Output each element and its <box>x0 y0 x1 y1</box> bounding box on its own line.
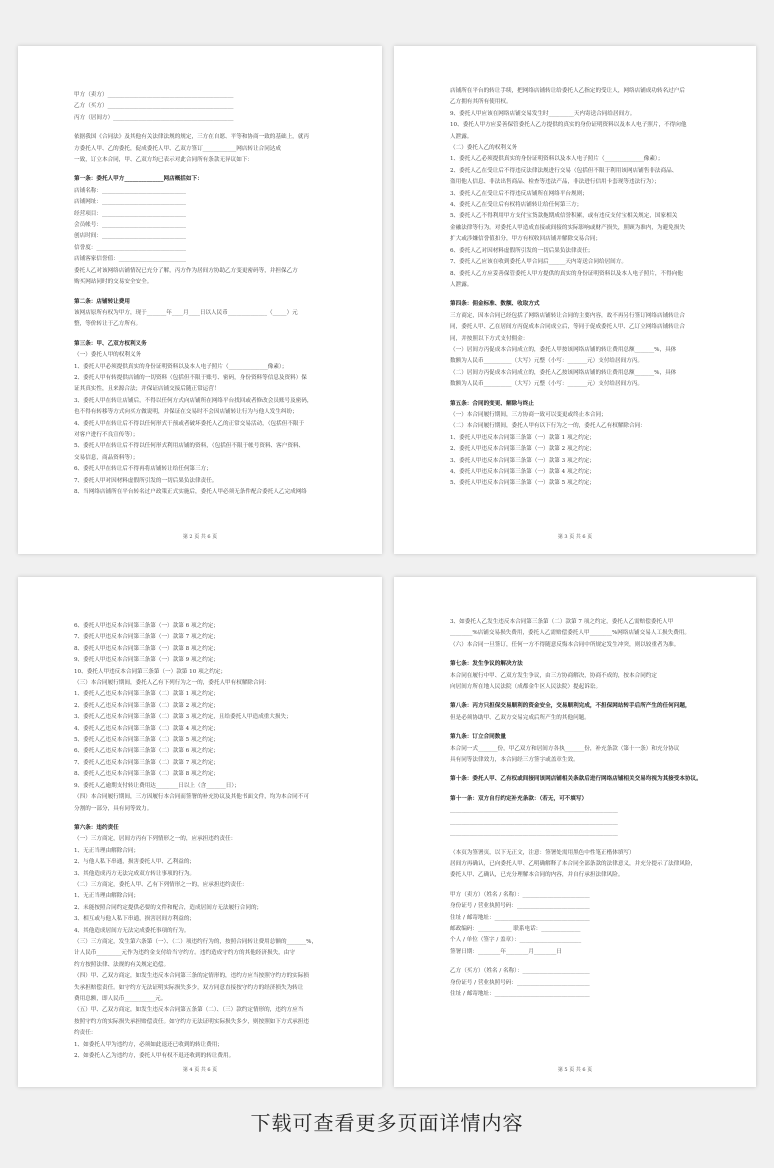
text-line: 10、委托人甲方应妥善保管委托人乙方提供的真实的身份证明资料以及本人电子照片，不得向他 <box>450 122 687 129</box>
text-line: 店铺客家信誉值：________________________ <box>74 256 186 263</box>
text-line: 委托人甲、乙确认，已充分理解本合同的内容，并自行承担法律风险。 <box>450 872 624 879</box>
page-number: 第 3 页 共 6 页 <box>557 534 593 540</box>
text-line: （一）委托人甲的权利义务 <box>74 352 142 359</box>
document-page-3 <box>394 46 756 554</box>
text-line: （二）本合同履行期间，委托人甲有以下行为之一的，委托人乙有权解除合同： <box>450 423 646 430</box>
text-line: 7、委托人甲违反本合同第三条第（一）款第 7 项之约定； <box>74 634 219 641</box>
text-line: ____________________________________________________________ <box>450 818 618 825</box>
page-number: 第 4 页 共 6 页 <box>182 1067 218 1073</box>
text-line: 数额为人民币__________（大写）元整（小写：_______元）支付给居间方丙。 <box>450 381 643 388</box>
text-line: 甲方（卖方）_____________________________________________ <box>74 92 234 98</box>
text-line: 按照守约方的实际损失承担赔偿责任。如守约方无法证明实际损失多少，则按照如下方式承担违 <box>74 1018 309 1025</box>
text-line: 店铺网址：______________________________ <box>74 199 186 206</box>
text-line: 失承担赔偿责任。如守约方无法证明实际损失多少，双方同意直接按守约方的经济损失为转让 <box>74 984 304 991</box>
text-line: 10、委托人甲违反本合同第三条第（一）款第 10 项之约定； <box>74 668 227 675</box>
text-line: 也不得有转移等方式向买方做说明，并保证在交易时不会因店铺转让行为与他人发生纠纷； <box>74 409 298 416</box>
text-line: 证其真实性，且来源合法；并保证店铺交接后随正常运营！ <box>74 386 220 393</box>
text-line: 3、委托人甲在转让店铺后，不得以任何方式向店铺所在网络平台找回或者修改会员账号及密码， <box>74 397 313 404</box>
text-line: 扩大或涉嫌信誉值扣分，甲方有权收回店铺并解除交易合同； <box>450 236 602 243</box>
text-line: （一）居间方丙促成本合同成立的，委托人甲按该网络店铺的转让费用总额_______%，具体 <box>450 346 677 353</box>
page-number: 第 5 页 共 6 页 <box>557 1067 593 1073</box>
text-line: （二）三方商定，委托人甲、乙有下列情形之一的，应承担违约责任： <box>74 881 248 888</box>
text-line: 2、委托人甲有转提供店铺的一切资料（包括但不限于账号、密码，身份资料等信息及资料）保 <box>74 374 307 381</box>
text-line: 向居间方所在地人民法院（成都金牛区人民法院）提起诉讼。 <box>450 684 602 691</box>
text-line: 9、委托人甲违反本合同第三条第（一）款第 9 项之约定； <box>74 657 219 664</box>
text-line: 计人民币_________元作为违约金支付给当守约方。违约造成守约方的其他经济损失，由守 <box>74 950 295 957</box>
text-line: 一致，订立本合同，甲、乙双方均已表示对此合同所有条款无异议如下： <box>74 157 254 164</box>
text-line: 分割的一部分，具有同等效力。 <box>74 805 153 812</box>
text-line: （六）本合同一旦签订，任何一方不得随意反悔本合同中所规定发生冲突，则以较重者为准。 <box>450 641 680 648</box>
page-number: 第 2 页 共 6 页 <box>182 534 218 540</box>
text-line: 1、委托人甲必须提供真实的身份证明资料以及本人电子照片（______________像素）； <box>74 363 288 370</box>
text-line: 5、委托人甲违反本合同第三条第（一）款第 5 项之约定； <box>450 480 595 487</box>
text-line: （一）三方商定，居间方丙有下列情形之一的，应承担违约责任： <box>74 836 237 843</box>
text-line: 4、其他造成居间方无法完成委托事项的行为。 <box>74 927 190 934</box>
text-line: （一）本合同履行期间，三方协商一致可以变更或终止本合同； <box>450 411 607 418</box>
text-line: 3、委托人乙违反本合同第三条第（二）款第 3 项之约定，且给委托人甲造成重大损失； <box>74 714 292 721</box>
text-line: 但是必须协助甲、乙双方交易完成后所产生的其他问题。 <box>450 714 590 721</box>
text-line: 4、委托人甲在转让后不得以任何形式干预或者破坏委托人乙的正常交易活动，（包括但不限于 <box>74 420 305 427</box>
text-line: 人泄露。 <box>450 281 473 288</box>
text-line: 7、委托人乙应该在收到委托人甲合同后______天内寄送合同给居间方。 <box>450 259 627 266</box>
section-heading: 第六条：违约责任 <box>74 824 119 831</box>
text-line: （本页为签署页，以下无正文，注意：签署处需用黑色中性笔正楷体填写） <box>450 849 635 856</box>
text-line: 4、委托人乙违反本合同第三条第（二）款第 4 项之约定； <box>74 725 219 732</box>
section-heading: 第二条：店铺转让费用 <box>74 298 130 305</box>
text-line: 整，等价转让于乙方所有。 <box>74 321 142 328</box>
text-line: 6、委托人甲违反本合同第三条第（一）款第 6 项之约定； <box>74 623 219 629</box>
text-line: （四）本合同履行期间，三方因履行本合同而签署的补充协议及其他书面文件，均为本合同不可 <box>74 794 309 801</box>
text-line: 方委托人甲、乙的委托，促成委托人甲、乙双方签订____________网店转让合同达成 <box>74 145 281 152</box>
text-line: 丙方（居间方）___________________________________________ <box>74 114 234 121</box>
text-line: 住址 / 邮寄地址：__________________________________ <box>450 914 590 921</box>
text-line: 9、委托人甲应该在网络店铺交易发生时_________天内寄送合同给居间方。 <box>450 110 636 117</box>
text-line: 5、委托人乙违反本合同第三条第（二）款第 5 项之约定； <box>74 737 219 744</box>
text-line: 乙方拥有其所有使用权。 <box>450 99 512 106</box>
text-line: 1、如委托人甲为违约方，必须如此退还已收到的转让费用； <box>74 1041 223 1048</box>
download-caption[interactable]: 下载可查看更多页面详情内容 <box>250 1111 524 1135</box>
text-line: 创店时间：______________________________ <box>74 233 186 240</box>
text-line: 三方商定，因本合同已经包括了网络店铺转让合同的主要内容，故不再另行签订网络店铺转让合 <box>450 312 685 319</box>
text-line: 5、委托人乙不得利用甲方支付宝货款拖期成信誉积累，或有违反支付宝相关规定，国家相关 <box>450 213 678 220</box>
page-body <box>450 617 716 1000</box>
text-line: 1、无正当理由解除合同； <box>74 893 140 900</box>
page-body <box>74 621 344 1062</box>
text-line: 信誉度：________________________________ <box>74 244 186 251</box>
text-line: （二）委托人乙的权利义务 <box>450 145 518 152</box>
document-page-2 <box>18 46 382 554</box>
text-line: 身份证号 / 营业执照号码：__________________________ <box>450 903 590 910</box>
text-line: 3、委托人甲违反本合同第三条第（一）款第 3 项之约定； <box>450 457 595 464</box>
page-body <box>450 86 716 490</box>
text-line: 经营项目：______________________________ <box>74 210 186 217</box>
text-line: 2、委托人甲违反本合同第三条第（一）款第 2 项之约定； <box>450 446 595 453</box>
section-heading: 第四条：佣金标准、数额、收取方式 <box>450 301 540 308</box>
text-line: ________%店铺交易损失费用，委托人乙需赔偿委托人甲________%网络店铺交易人工损失费用。 <box>450 630 690 637</box>
text-line: 3、如委托人乙发生违反本合同第三条第（二）款第 7 项之约定，委托人乙需赔偿委托人甲 <box>450 619 674 625</box>
text-line: 该网店原所有权为甲方，现于_______年____月____日以人民币______________（_____）元 <box>74 309 298 316</box>
section-heading: 第九条：订立合同数量 <box>450 734 506 741</box>
text-line: 签署日期：________年________月________日 <box>450 948 562 955</box>
section-heading: 第十条：委托人甲、乙有权或间接同该网店铺相关条款后进行网络店铺相关交易均视为其接受本协议。 <box>450 776 702 783</box>
text-line: 盗用他人信息、非法出售商品、检查等违法产品，非法进行信用卡套现等违法行为）； <box>450 179 660 186</box>
text-line: 3、相互或与他人私下串通，损害居间方利益的； <box>74 916 196 923</box>
text-line: 费用总额，即人民币___________元。 <box>74 996 167 1002</box>
text-line: 同，委托人甲、乙在居间方丙促成本合同成立后，等同于促成委托人甲、乙订立网络店铺转让合 <box>450 324 685 331</box>
document-page-4 <box>18 577 382 1087</box>
text-line: （五）甲、乙双方商定，如发生违反本合同第五条第（二）、（三）款约定情形的，违约方应当 <box>74 1007 304 1014</box>
text-line: 1、无正当理由解除合同； <box>74 847 140 854</box>
text-line: 本合同一式_______份，甲乙双方和居间方各执_______份，补充条款（第十一条）和充分协议 <box>450 745 680 752</box>
text-line: 约方按照法律、法规的有关规定追偿。 <box>74 961 170 968</box>
text-line: 2、委托人乙违反本合同第三条第（二）款第 2 项之约定； <box>74 702 219 709</box>
text-line: 8、委托人甲违反本合同第三条第（一）款第 8 项之约定； <box>74 645 219 652</box>
text-line: 邮政编码：____________ 联系电话：______________ <box>450 925 581 932</box>
text-line: 9、委托人乙逾期支付转让费用达________日以上（含_______日）； <box>74 782 240 789</box>
section-heading: 第一条：委托人甲方______________网店概括如下： <box>74 176 203 183</box>
text-line: 个人 / 单位（签字 / 盖章）：______________________ <box>450 937 582 944</box>
text-line: 金融法律等行为。对委托人甲造成直接或间接的实际影响或财产损失，照顾为准内，为避免损失 <box>450 224 685 231</box>
section-heading: 第十一条：双方自行约定补充条款：（若无，可不填写） <box>450 795 588 802</box>
section-heading: 第七条：发生争议的解决方法 <box>450 661 523 668</box>
text-line: 居间方再确认，已向委托人甲、乙明确解释了本合同全部条款的法律意义，并充分提示了法律风险， <box>450 860 697 867</box>
text-line: 3、其他造成丙方无法完成双方转让事项的行为。 <box>74 870 196 877</box>
text-line: 8、委托人乙违反本合同第三条第（二）款第 8 项之约定； <box>74 771 219 778</box>
text-line: （三）三方商定，发生第六条第（一）、（二）项违约行为的，按照合同转让费用总额的_______%， <box>74 938 318 945</box>
text-line: 交易信息，商品资料等）； <box>74 454 139 461</box>
text-line: 店铺所在平台的转让手续，把网络店铺转让给委托人乙指定的受让人，网络店铺成功转名过户后 <box>450 88 685 94</box>
text-line: 8、委托人乙方应妥善保管委托人甲方提供的真实的身份证明资料以及本人电子照片，不得向他 <box>450 270 683 277</box>
text-line: （二）居间方丙促成本合同成立的，委托人乙按该网络店铺的转让费用总额_______%，具体 <box>450 369 677 376</box>
text-line: 6、委托人甲在转让后不得再将店铺转让给任何第三方； <box>74 466 212 473</box>
document-page-5 <box>394 577 756 1087</box>
text-line: 1、委托人甲违反本合同第三条第（一）款第 1 项之约定； <box>450 434 595 441</box>
text-line: 2、与他人私下串通，损害委托人甲、乙利益的； <box>74 859 196 866</box>
text-line: 店铺名称：______________________________ <box>74 187 186 194</box>
text-line: 同，并按照以下方式支付佣金： <box>450 335 529 342</box>
text-line: 6、委托人乙违反本合同第三条第（二）款第 6 项之约定； <box>74 748 219 755</box>
section-heading: 第八条：丙方只担保交易顺利的资金安全，交易顺利完成，不担保网站转手后所产生的任何问题， <box>450 703 691 710</box>
text-line: 购买网站同时的交易安全安全。 <box>74 279 153 286</box>
text-line: 7、委托人乙违反本合同第三条第（二）款第 7 项之约定； <box>74 759 219 766</box>
section-heading: 第三条：甲、乙双方权利义务 <box>74 340 147 347</box>
text-line: 乙方（买方）_____________________________________________ <box>74 103 234 110</box>
text-line: 5、委托人甲在转让后不得以任何形式利用店铺的资料，（包括但不限于帐号资料、客户资料、 <box>74 443 305 450</box>
text-line: 乙方（买方）（姓名 / 名称）：________________________ <box>450 968 590 975</box>
text-line: （三）本合同履行期间，委托人乙有下列行为之一的，委托人甲有权解除合同： <box>74 680 270 687</box>
text-line: 人泄露。 <box>450 133 473 140</box>
text-line: 2、未能按照合同约定提供必要的文件和配合，造成居间方无法履行合同的； <box>74 904 263 911</box>
text-line: 1、委托人乙必须提供真实的身份证明资料以及本人电子照片（______________像素）； <box>450 156 664 163</box>
text-line: 对客户进行不良宣传等）； <box>74 431 139 438</box>
text-line: 住址 / 邮寄地址：__________________________________ <box>450 990 590 997</box>
text-line: 甲方（卖方）（姓名 / 名称）：________________________ <box>450 891 590 898</box>
text-line: 委托人乙对该网络店铺情况已充分了解，丙方作为居间方协助乙方变更密码等，并担保乙方 <box>74 267 298 274</box>
text-line: 数额为人民币__________（大写）元整（小写：_______元）支付给居间方丙。 <box>450 358 643 365</box>
text-line: 4、委托人乙在受让后有权将店铺转让给任何第三方； <box>450 202 583 209</box>
text-line: 7、委托人甲对因材料虚假所引发的一切后果负法律责任。 <box>74 477 218 484</box>
text-line: ____________________________________________________________ <box>450 830 618 837</box>
text-line: 依据我国《合同法》及其他有关法律法规的规定，三方在自愿、平等和协商一致的基础上，就丙 <box>74 134 309 141</box>
page-body <box>74 90 344 498</box>
text-line: （四）甲、乙双方商定，如发生违反本合同第三条的定情形的，违约方应当按照守约方的实际损 <box>74 973 309 980</box>
text-line: 8、当网络店铺所在平台转名过户政策正式实施后，委托人甲必须无条件配合委托人乙完成网络 <box>74 489 307 495</box>
text-line: 2、如委托人乙为违约方，委托人甲有权不退还收到的转让费用。 <box>74 1053 235 1060</box>
text-line: 4、委托人甲违反本合同第三条第（一）款第 4 项之约定； <box>450 469 595 475</box>
text-line: 具有同等法律效力，本合同经三方签字或盖章生效。 <box>450 757 579 764</box>
text-line: 本合同在履行中甲、乙双方发生争议，由三方协商解决，协商不成的，按本合同约定 <box>450 672 657 679</box>
text-line: 身份证号 / 营业执照号码：__________________________ <box>450 979 590 986</box>
text-line: 1、委托人乙违反本合同第三条第（二）款第 1 项之约定； <box>74 691 219 698</box>
text-line: 6、委托人乙对因材料虚假所引发的一切后果负法律责任； <box>450 247 594 254</box>
text-line: 3、委托人乙在受让后不得违反店铺所在网络平台规则； <box>450 190 588 197</box>
text-line: 2、委托人乙在受让后不得违反法律法规进行交易（包括但不限于利用该网店铺售非法商品、 <box>450 167 678 174</box>
text-line: 会员帐号：______________________________ <box>74 222 186 229</box>
text-line: ____________________________________________________________ <box>450 807 618 814</box>
text-line: 约责任： <box>74 1030 97 1037</box>
section-heading: 第五条：合同的变更、解除与终止 <box>450 400 534 407</box>
